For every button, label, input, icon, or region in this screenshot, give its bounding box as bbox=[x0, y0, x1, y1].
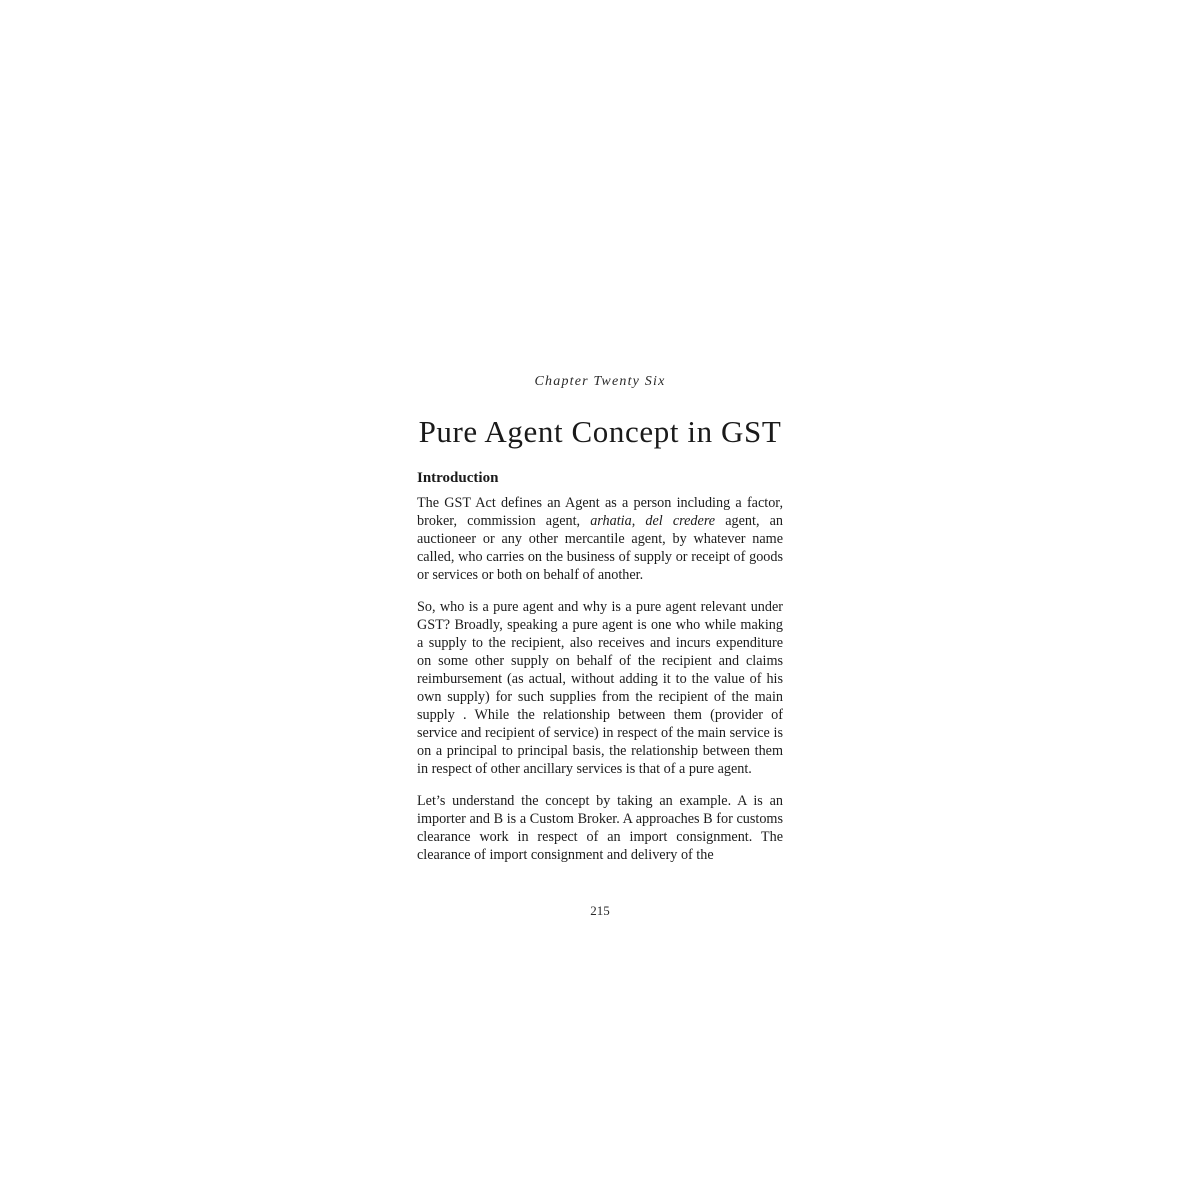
chapter-title: Pure Agent Concept in GST bbox=[418, 414, 782, 449]
paragraph-text: The GST Act defines an Agent as a person including a factor, broker, commission agent, bbox=[417, 495, 783, 529]
paragraph-text: , bbox=[631, 513, 646, 529]
body-text-block bbox=[417, 468, 783, 878]
italic-term-arhatia: arhatia bbox=[590, 513, 632, 529]
chapter-label: Chapter Twenty Six bbox=[534, 374, 666, 389]
page-number: 215 bbox=[590, 903, 610, 918]
section-heading: Introduction bbox=[417, 470, 499, 486]
italic-term-del-credere: del credere bbox=[645, 513, 716, 529]
paragraph-agent-definition bbox=[417, 494, 783, 584]
paragraph-pure-agent: So, who is a pure agent and why is a pure agent relevant under GST? Broadly, speaking a pure agent is one who while making a supply to the recipient, also receives and incurs expenditure on some other supply on behalf of the recipient and claims reimbursement (as actual, without adding it to the value of his own supply) for such supplies from the recipient of the main supply . While the relationship between them (provider of service and recipient of service) in respect of the main service is on a principal to principal basis, the relationship between them in respect of other ancillary services is that of a pure agent. bbox=[417, 599, 783, 777]
paragraph-text: agent, an auctioneer or any other mercantile agent, by whatever name called, who carries on the business of supply or receipt of goods or services or both on behalf of another. bbox=[417, 513, 783, 583]
paragraph-example: Let’s understand the concept by taking an example. A is an importer and B is a Custom Broker. A approaches B for customs clearance work in respect of an import consignment. The clearance of import consignment and delivery of the bbox=[417, 793, 783, 863]
